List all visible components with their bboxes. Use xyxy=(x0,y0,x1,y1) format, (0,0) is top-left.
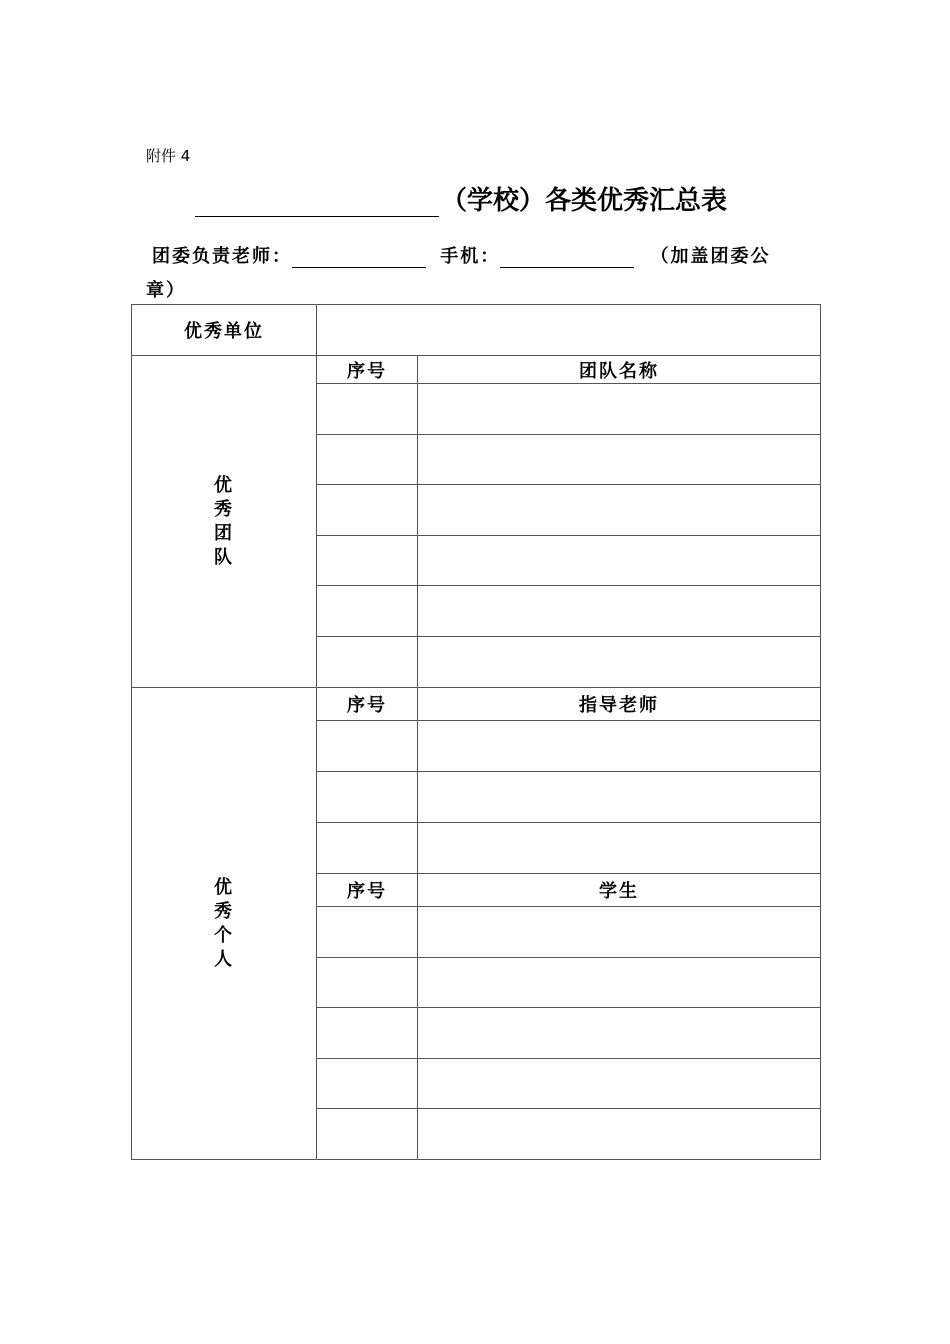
seq-cell[interactable] xyxy=(317,485,418,536)
teacher-cell[interactable] xyxy=(418,823,821,874)
title-text: （学校）各类优秀汇总表 xyxy=(441,186,728,216)
student-header: 学生 xyxy=(418,874,821,907)
unit-value-cell[interactable] xyxy=(317,305,821,356)
seq-cell[interactable] xyxy=(317,958,418,1008)
seq-cell[interactable] xyxy=(317,823,418,874)
student-cell[interactable] xyxy=(418,1059,821,1109)
seq-cell[interactable] xyxy=(317,536,418,586)
student-cell[interactable] xyxy=(418,1109,821,1160)
individual-section-label: 优 秀 个 人 xyxy=(132,688,317,1160)
team-name-cell[interactable] xyxy=(418,435,821,485)
teacher-info-line xyxy=(152,242,771,268)
team-name-cell[interactable] xyxy=(418,586,821,637)
team-section-label: 优 秀 团 队 xyxy=(132,356,317,688)
team-name-cell[interactable] xyxy=(418,384,821,435)
seq-header: 序号 xyxy=(317,688,418,721)
team-name-cell[interactable] xyxy=(418,536,821,586)
team-name-cell[interactable] xyxy=(418,485,821,536)
teacher-header-row xyxy=(132,688,821,721)
stamp-note: （加盖团委公 xyxy=(650,246,771,267)
seq-cell[interactable] xyxy=(317,384,418,435)
team-name-cell[interactable] xyxy=(418,637,821,688)
teacher-label: 团委负责老师： xyxy=(152,246,292,267)
page-title xyxy=(195,180,727,217)
unit-row xyxy=(132,305,821,356)
seq-header: 序号 xyxy=(317,874,418,907)
seq-cell[interactable] xyxy=(317,772,418,823)
seq-cell[interactable] xyxy=(317,1059,418,1109)
seq-cell[interactable] xyxy=(317,907,418,958)
seq-cell[interactable] xyxy=(317,637,418,688)
teacher-cell[interactable] xyxy=(418,721,821,772)
teacher-header: 指导老师 xyxy=(418,688,821,721)
seq-header: 序号 xyxy=(317,356,418,384)
stamp-note-continued: 章） xyxy=(146,280,186,301)
unit-label: 优秀单位 xyxy=(132,305,317,356)
phone-label: 手机： xyxy=(440,246,501,267)
seq-cell[interactable] xyxy=(317,1109,418,1160)
phone-blank[interactable] xyxy=(500,245,634,268)
teacher-name-blank[interactable] xyxy=(292,245,426,268)
seq-cell[interactable] xyxy=(317,1008,418,1059)
team-header-row xyxy=(132,356,821,384)
student-cell[interactable] xyxy=(418,1008,821,1059)
student-cell[interactable] xyxy=(418,907,821,958)
teacher-cell[interactable] xyxy=(418,772,821,823)
student-cell[interactable] xyxy=(418,958,821,1008)
seq-cell[interactable] xyxy=(317,586,418,637)
team-name-header: 团队名称 xyxy=(418,356,821,384)
school-name-blank[interactable] xyxy=(195,186,439,217)
seq-cell[interactable] xyxy=(317,435,418,485)
seq-cell[interactable] xyxy=(317,721,418,772)
attachment-label: 附件 4 xyxy=(146,147,191,165)
summary-table xyxy=(131,304,821,1160)
